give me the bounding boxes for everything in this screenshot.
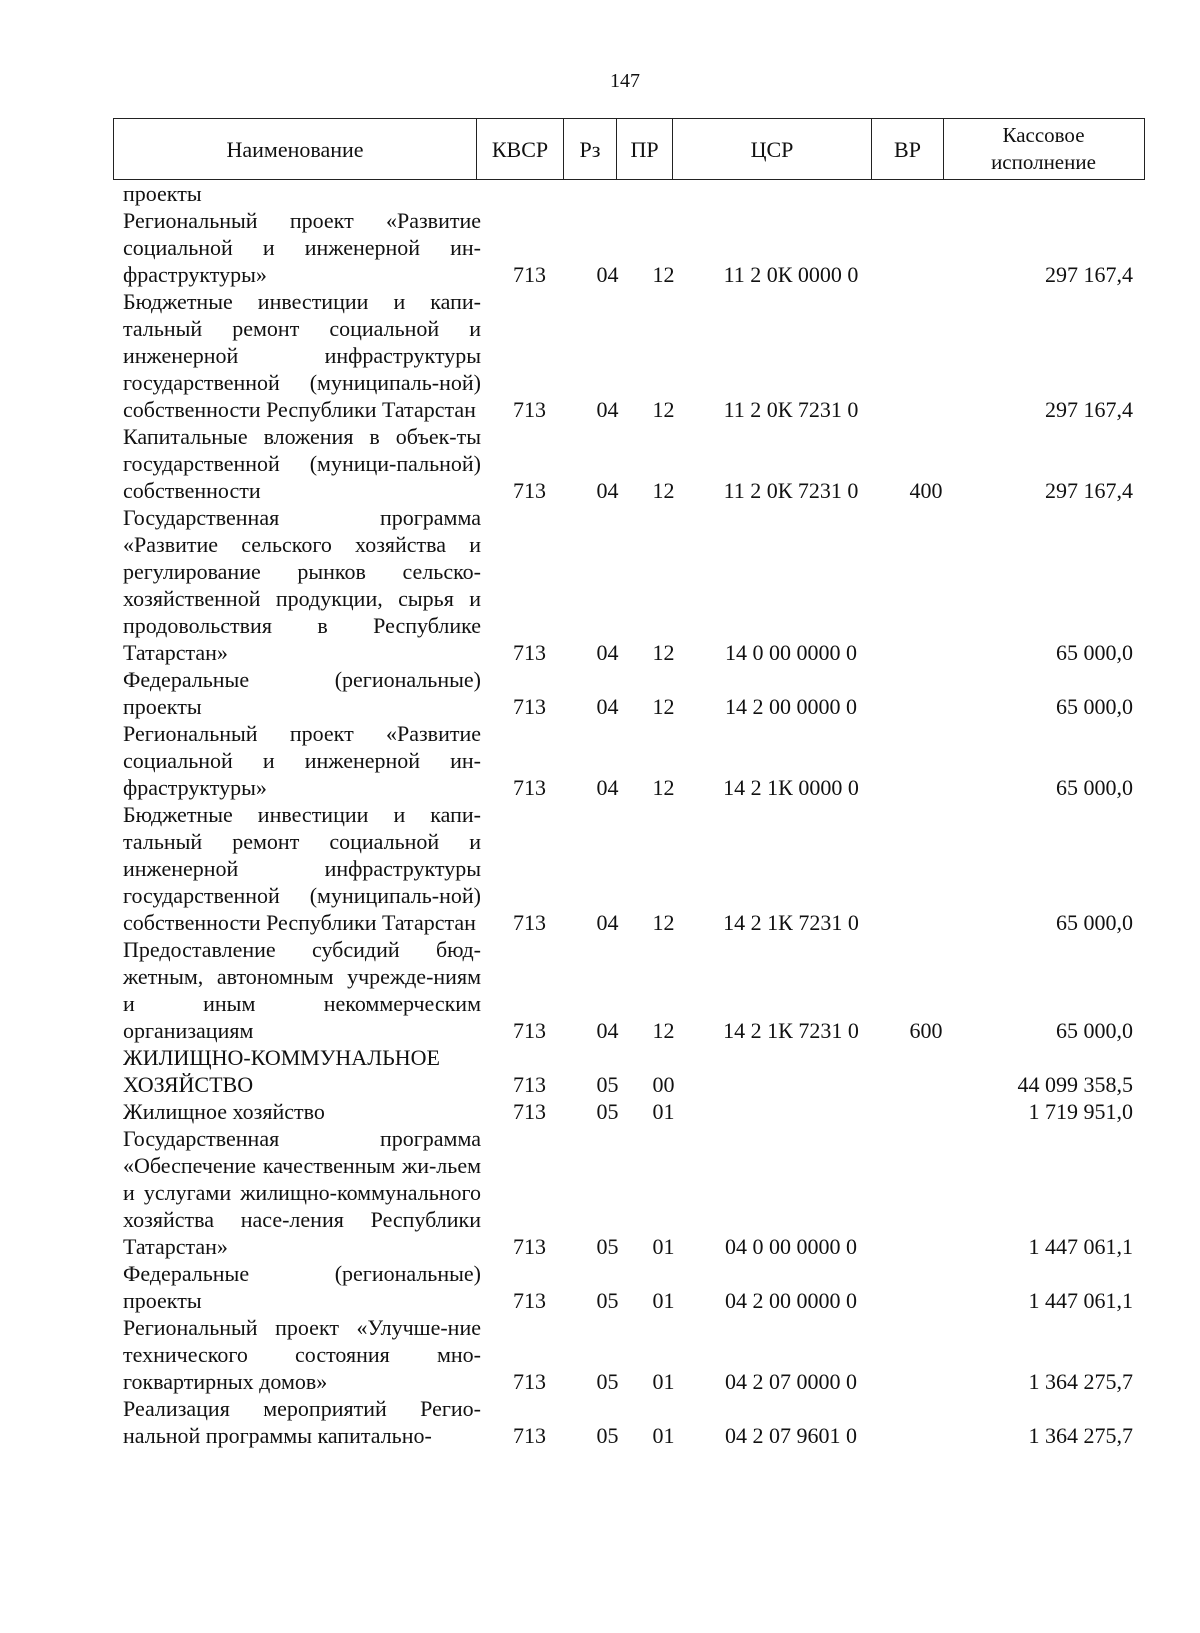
row-name: Региональный проект «Развитие социальной и инженерной ин-фраструктуры» — [123, 721, 481, 800]
header-name: Наименование — [114, 119, 477, 179]
table-row — [123, 936, 1145, 1044]
row-name: Региональный проект «Развитие социальной и инженерной ин-фраструктуры» — [123, 208, 481, 287]
header-kvsr: КВСР — [477, 119, 564, 179]
row-sum: 1 447 061,1 — [1028, 1234, 1133, 1259]
row-kvsr: 713 — [513, 1072, 546, 1097]
row-rz: 05 — [596, 1288, 619, 1313]
header-vr: ВР — [872, 119, 944, 179]
row-sum: 1 719 951,0 — [1028, 1099, 1133, 1124]
row-name: Бюджетные инвестиции и капи-тальный ремонт социальной и инженерной инфраструктуры государственной (муниципаль-ной) собственности Республики Татарстан — [123, 802, 481, 935]
row-sum: 65 000,0 — [1056, 910, 1133, 935]
header-rz: Рз — [564, 119, 617, 179]
row-pr: 01 — [652, 1099, 675, 1124]
row-name: Реализация мероприятий Регио-нальной программы капитально- — [123, 1396, 481, 1448]
row-rz: 05 — [596, 1099, 619, 1124]
row-rz: 05 — [596, 1369, 619, 1394]
row-sum: 297 167,4 — [1045, 262, 1133, 287]
row-name: Капитальные вложения в объек-ты государственной (муници-пальной) собственности — [123, 424, 481, 503]
table-row — [123, 1395, 1145, 1449]
header-csr: ЦСР — [673, 119, 872, 179]
row-name: Федеральные (региональные) проекты — [123, 667, 481, 719]
row-kvsr: 713 — [513, 397, 546, 422]
row-name: Жилищное хозяйство — [123, 1099, 325, 1124]
row-kvsr: 713 — [513, 640, 546, 665]
row-rz: 05 — [596, 1234, 619, 1259]
row-pr: 12 — [652, 478, 675, 503]
row-csr: 14 2 00 0000 0 — [725, 694, 857, 719]
row-pr: 01 — [652, 1423, 675, 1448]
row-csr: 04 2 00 0000 0 — [725, 1288, 857, 1313]
row-csr: 11 2 0К 0000 0 — [723, 262, 859, 287]
row-name: ЖИЛИЩНО-КОММУНАЛЬНОЕ ХОЗЯЙСТВО — [123, 1045, 440, 1097]
row-csr: 11 2 0К 7231 0 — [723, 478, 859, 503]
row-name: проекты — [123, 181, 202, 206]
row-csr: 14 2 1К 7231 0 — [723, 910, 859, 935]
row-rz: 04 — [596, 397, 619, 422]
table-row — [123, 666, 1145, 720]
row-kvsr: 713 — [513, 1369, 546, 1394]
row-sum: 44 099 358,5 — [1017, 1072, 1133, 1097]
row-pr: 12 — [652, 262, 675, 287]
row-rz: 04 — [596, 640, 619, 665]
row-kvsr: 713 — [513, 1018, 546, 1043]
row-rz: 04 — [596, 478, 619, 503]
row-kvsr: 713 — [513, 694, 546, 719]
row-kvsr: 713 — [513, 910, 546, 935]
table-header — [113, 118, 1145, 180]
row-csr: 04 2 07 9601 0 — [725, 1423, 857, 1448]
row-csr: 11 2 0К 7231 0 — [723, 397, 859, 422]
header-pr: ПР — [617, 119, 673, 179]
row-vr: 600 — [909, 1018, 943, 1043]
row-pr: 01 — [652, 1234, 675, 1259]
row-csr: 04 0 00 0000 0 — [725, 1234, 857, 1259]
table-row — [123, 1314, 1145, 1395]
table-row — [123, 1260, 1145, 1314]
row-kvsr: 713 — [513, 1099, 546, 1124]
row-name: Региональный проект «Улучше-ние технического состояния мно-гоквартирных домов» — [123, 1315, 481, 1394]
row-kvsr: 713 — [513, 478, 546, 503]
row-kvsr: 713 — [513, 1423, 546, 1448]
header-sum: Кассовое исполнение — [991, 123, 1096, 174]
row-kvsr: 713 — [513, 1288, 546, 1313]
table-row — [123, 288, 1145, 423]
table-row — [123, 423, 1145, 504]
row-sum: 1 364 275,7 — [1028, 1423, 1133, 1448]
row-rz: 04 — [596, 910, 619, 935]
row-rz: 04 — [596, 262, 619, 287]
table-row — [123, 207, 1145, 288]
row-vr: 400 — [909, 478, 943, 503]
page-number: 147 — [610, 70, 640, 92]
row-sum: 1 364 275,7 — [1028, 1369, 1133, 1394]
row-csr: 04 2 07 0000 0 — [725, 1369, 857, 1394]
row-pr: 01 — [652, 1288, 675, 1313]
row-rz: 04 — [596, 694, 619, 719]
row-sum: 297 167,4 — [1045, 478, 1133, 503]
row-name: Бюджетные инвестиции и капи-тальный ремонт социальной и инженерной инфраструктуры государственной (муниципаль-ной) собственности Республики Татарстан — [123, 289, 481, 422]
row-pr: 01 — [652, 1369, 675, 1394]
table-row — [123, 1125, 1145, 1260]
row-pr: 12 — [652, 775, 675, 800]
table-row — [123, 504, 1145, 666]
row-rz: 05 — [596, 1072, 619, 1097]
table-row — [123, 1098, 1145, 1125]
row-csr: 14 2 1К 0000 0 — [723, 775, 859, 800]
table-row — [123, 720, 1145, 801]
table-row — [123, 1044, 1145, 1098]
row-rz: 04 — [596, 775, 619, 800]
table-row — [123, 801, 1145, 936]
row-name: Предоставление субсидий бюд-жетным, автономным учрежде-ниям и иным некоммерческим организациям — [123, 937, 481, 1043]
row-name: Государственная программа «Развитие сельского хозяйства и регулирование рынков сельско-хозяйственной продукции, сырья и продовольствия в Республике Татарстан» — [123, 505, 481, 665]
row-kvsr: 713 — [513, 775, 546, 800]
row-pr: 12 — [652, 397, 675, 422]
row-csr: 14 2 1К 7231 0 — [723, 1018, 859, 1043]
row-sum: 1 447 061,1 — [1028, 1288, 1133, 1313]
row-csr: 14 0 00 0000 0 — [725, 640, 857, 665]
row-sum: 65 000,0 — [1056, 1018, 1133, 1043]
row-rz: 04 — [596, 1018, 619, 1043]
row-name: Федеральные (региональные) проекты — [123, 1261, 481, 1313]
row-pr: 12 — [652, 694, 675, 719]
row-pr: 12 — [652, 1018, 675, 1043]
row-sum: 65 000,0 — [1056, 694, 1133, 719]
row-name: Государственная программа «Обеспечение качественным жи-льем и услугами жилищно-коммунального хозяйства насе-ления Республики Татарстан» — [123, 1126, 481, 1259]
table-row — [123, 180, 1145, 207]
row-pr: 00 — [652, 1072, 675, 1097]
table-body — [123, 180, 1145, 1449]
row-kvsr: 713 — [513, 1234, 546, 1259]
row-sum: 65 000,0 — [1056, 775, 1133, 800]
row-pr: 12 — [652, 910, 675, 935]
row-pr: 12 — [652, 640, 675, 665]
row-kvsr: 713 — [513, 262, 546, 287]
row-rz: 05 — [596, 1423, 619, 1448]
row-sum: 297 167,4 — [1045, 397, 1133, 422]
row-sum: 65 000,0 — [1056, 640, 1133, 665]
